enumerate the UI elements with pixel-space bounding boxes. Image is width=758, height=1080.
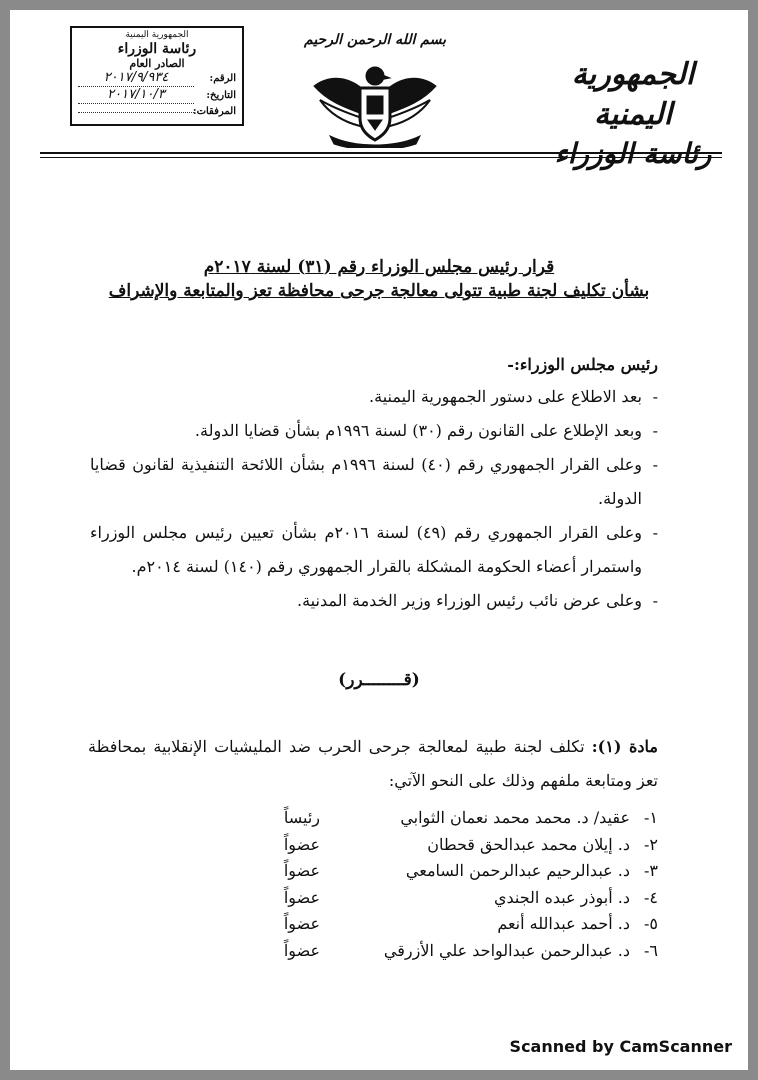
decree-title xyxy=(50,255,708,303)
member-number: ٣- xyxy=(644,861,658,880)
bullet-dash: - xyxy=(652,523,658,542)
registry-stamp xyxy=(70,26,244,126)
member-number: ٥- xyxy=(644,914,658,933)
premise-text: وبعد الإطلاع على القانون رقم (٣٠) لسنة ١٩٩٦م بشأن قضايا الدولة. xyxy=(194,421,642,440)
basmala: بسم الله الرحمن الرحيم xyxy=(304,32,446,48)
emblem-block xyxy=(290,30,460,148)
letterhead-presidency: رئاسة الوزراء xyxy=(554,137,712,170)
list-item xyxy=(90,805,658,832)
header-divider xyxy=(40,152,722,154)
member-role: عضواً xyxy=(283,834,320,854)
premise-item xyxy=(90,584,658,618)
header-divider-thin xyxy=(40,157,722,158)
member-role: عضواً xyxy=(283,940,320,960)
member-number: ١- xyxy=(644,808,658,827)
article-label: مادة (١): xyxy=(591,737,659,756)
scanner-watermark: Scanned by CamScanner xyxy=(509,1037,732,1056)
premise-item xyxy=(90,448,658,516)
member-name: د. إيلان محمد عبدالحق قحطان xyxy=(427,834,630,854)
article-text: تكلف لجنة طبية لمعالجة جرحى الحرب ضد المليشيات الإنقلابية بمحافظة تعز ومتابعة ملفهم وذلك على النحو الآتي: xyxy=(88,737,658,790)
bullet-dash: - xyxy=(652,421,658,440)
preamble-lead: رئيس مجلس الوزراء:- xyxy=(507,355,658,374)
premise-text: وعلى القرار الجمهوري رقم (٤٩) لسنة ٢٠١٦م بشأن تعيين رئيس مجلس الوزراء واستمرار أعضاء الحكومة المشكلة بالقرار الجمهوري رقم (١٤٠) لسنة ٢٠١٤م. xyxy=(90,523,643,576)
stamp-number-row xyxy=(78,70,236,87)
stamp-country: الجمهورية اليمنية xyxy=(125,30,189,40)
bullet-dash: - xyxy=(652,591,658,610)
preamble xyxy=(90,350,658,618)
member-name: د. أحمد عبدالله أنعم xyxy=(497,914,630,933)
stamp-date-row xyxy=(78,87,236,104)
list-item xyxy=(90,858,658,885)
member-role: عضواً xyxy=(283,914,320,933)
bullet-dash: - xyxy=(652,455,658,474)
bullet-dash: - xyxy=(652,387,658,406)
article-1 xyxy=(88,730,658,798)
list-item xyxy=(90,938,658,965)
stamp-date-label: التاريخ: xyxy=(206,89,236,101)
eagle-emblem-icon xyxy=(310,56,440,148)
list-item xyxy=(90,911,658,938)
member-number: ٤- xyxy=(644,887,658,907)
member-role: عضواً xyxy=(283,887,320,907)
member-role: رئيساً xyxy=(283,808,320,827)
premise-item xyxy=(90,380,658,414)
member-role: عضواً xyxy=(283,861,320,880)
decree-title-line2: بشأن تكليف لجنة طبية تتولى معالجة جرحى محافظة تعز والمتابعة والإشراف xyxy=(108,281,650,301)
stamp-number-label: الرقم: xyxy=(209,72,236,84)
list-item xyxy=(90,832,658,859)
stamp-attachments-label: المرفقات: xyxy=(192,106,236,117)
committee-members xyxy=(90,805,658,964)
premise-item xyxy=(90,516,658,584)
member-name: د. عبدالرحمن عبدالواحد علي الأزرقي xyxy=(383,940,630,960)
member-number: ٦- xyxy=(644,940,658,960)
premise-text: بعد الاطلاع على دستور الجمهورية اليمنية. xyxy=(369,387,642,406)
stamp-section: الصادر العام xyxy=(129,57,185,70)
stamp-office: رئاسة الوزراء xyxy=(117,41,197,57)
document-page xyxy=(10,10,748,1070)
stamp-attachments-row xyxy=(78,104,236,120)
premise-text: وعلى القرار الجمهوري رقم (٤٠) لسنة ١٩٩٦م بشأن اللائحة التنفيذية لقانون قضايا الدولة. xyxy=(90,455,642,508)
stamp-attachments-value xyxy=(78,112,194,113)
member-name: عقيد/ د. محمد محمد نعمان الثوابي xyxy=(400,808,630,827)
letterhead-republic: الجمهورية اليمنية xyxy=(571,57,695,132)
premise-item xyxy=(90,414,658,448)
decision-heading: (قــــــــرر) xyxy=(338,670,420,690)
letterhead xyxy=(538,55,728,173)
decree-title-line1: قرار رئيس مجلس الوزراء رقم (٣١) لسنة ٢٠١٧م xyxy=(203,257,555,277)
member-name: د. أبوذر عبده الجندي xyxy=(493,887,630,907)
member-name: د. عبدالرحيم عبدالرحمن السامعي xyxy=(405,861,630,880)
premise-text: وعلى عرض نائب رئيس الوزراء وزير الخدمة المدنية. xyxy=(297,591,642,610)
stamp-date-value: ٢٠١٧/١٠/٣ xyxy=(78,87,194,104)
list-item xyxy=(90,885,658,912)
member-number: ٢- xyxy=(644,834,658,854)
stamp-number-value: ٢٠١٧/٩/٩٣٤ xyxy=(78,70,194,87)
